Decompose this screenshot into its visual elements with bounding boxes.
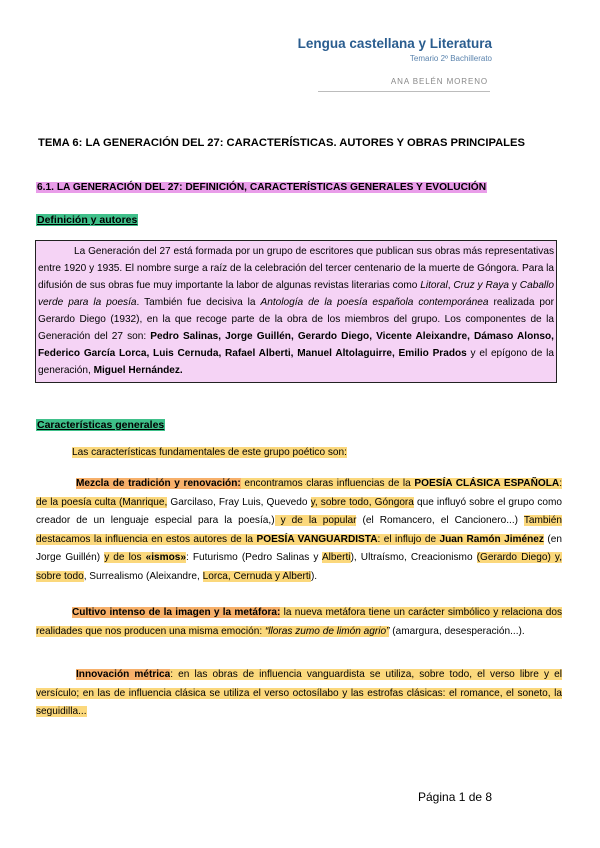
header-subtitle: Temario 2º Bachillerato xyxy=(409,54,492,63)
feature-paragraph-3 xyxy=(36,666,562,722)
feature-text: Alberti xyxy=(321,552,351,564)
epigone-name: Miguel Hernández. xyxy=(93,365,183,376)
definition-italic: Antología de la poesía española contemporánea xyxy=(260,297,489,308)
feature-text: y de los xyxy=(104,552,146,564)
definition-text: La Generación del 27 está formada por un grupo de escritores que publican sus obras más representativas entre 1920 y 1935. El nombre surge a raíz de la celebración del tercer centenario de la muerte de Góngora. Para la difusión de sus obras fue muy importante la labor de algunas revistas literarias como xyxy=(38,246,554,291)
feature-text: la nueva metáfora tiene un carácter simbólico y relaciona dos realidades que nos producen una misma emoción: xyxy=(36,607,562,637)
page-number: Página 1 de 8 xyxy=(418,790,493,804)
definition-text: . También fue decisiva la xyxy=(136,297,261,308)
feature-heading: Innovación métrica xyxy=(76,669,171,680)
section-title: 6.1. LA GENERACIÓN DEL 27: DEFINICIÓN, CARACTERÍSTICAS GENERALES Y EVOLUCIÓN xyxy=(37,182,487,193)
feature-text: y de la popular xyxy=(274,515,357,527)
feature-text: (en Jorge Guillén) xyxy=(36,533,562,564)
feature-text: (el Romancero, el Cancionero...) xyxy=(356,515,524,527)
feature-heading: Mezcla de tradición y renovación: xyxy=(76,478,241,489)
feature-text: (Gerardo Diego) y, sobre todo xyxy=(36,552,563,582)
header-divider xyxy=(318,91,490,92)
feature-text: También destacamos la influencia en estos autores de la xyxy=(36,515,562,545)
topic-title: TEMA 6: LA GENERACIÓN DEL 27: CARACTERÍSTICAS. AUTORES Y OBRAS PRINCIPALES xyxy=(38,137,525,149)
feature-quote: “lloras zumo de limón agrio” xyxy=(264,625,390,637)
feature-paragraph-2 xyxy=(36,604,562,641)
definition-heading: Definición y autores xyxy=(37,214,138,226)
feature-text: Garcilaso, Fray Luis, Quevedo xyxy=(167,496,311,508)
definition-italic: Litoral xyxy=(420,280,448,291)
definition-text: realizada por Gerardo Diego (1932), en la que recoge parte de la obra de los miembros del grupo. Los componentes de la Generación del 27 son: xyxy=(38,297,554,342)
feature-emphasis: POESÍA CLÁSICA ESPAÑOLA xyxy=(414,478,560,489)
features-intro: Las características fundamentales de este grupo poético son: xyxy=(72,447,347,458)
definition-text: y xyxy=(509,280,520,291)
author-list: Pedro Salinas, Jorge Guillén, Gerardo Diego, Vicente Aleixandre, Dámaso Alonso, Federico García Lorca, Luis Cernuda, Rafael Alberti, Manuel Altolaguirre, Emilio Prados xyxy=(38,331,554,359)
header-author: ANA BELÉN MORENO xyxy=(390,77,488,86)
definition-text: , xyxy=(447,280,454,291)
definition-italic: Cruz y Raya xyxy=(453,280,510,291)
header-title: Lengua castellana y Literatura xyxy=(297,36,492,51)
feature-text: (amargura, desesperación...). xyxy=(389,625,525,637)
feature-text: : en las obras de influencia vanguardista se utiliza, sobre todo, el verso libre y el versículo; en las de influencia clásica se utiliza el verso octosílabo y las estrofas clásicas: el romance, el soneto, la seguidilla... xyxy=(36,669,562,718)
feature-text: y, sobre todo, Góngora xyxy=(310,496,414,508)
definition-text: y el epígono de la generación, xyxy=(38,348,554,376)
feature-text: : de la poesía culta (Manrique, xyxy=(36,478,562,508)
feature-text: ), Ultraísmo, Creacionismo xyxy=(350,552,477,564)
feature-paragraph-1 xyxy=(36,475,562,587)
feature-heading: Cultivo intenso de la imagen y la metáfora: xyxy=(72,607,281,618)
feature-text: Lorca, Cernuda y Alberti xyxy=(202,570,311,582)
feature-emphasis: «ismos» xyxy=(145,552,186,564)
definition-box xyxy=(35,240,557,383)
feature-text: : Futurismo (Pedro Salinas y xyxy=(186,552,322,564)
feature-text: encontramos claras influencias de la xyxy=(240,478,415,489)
features-heading: Características generales xyxy=(37,419,165,431)
feature-text: : el influjo de xyxy=(377,533,440,545)
feature-text: que influyó sobre el grupo como creador de un lenguaje especial para la poesía,) xyxy=(36,496,563,527)
feature-text: , Surrealismo (Aleixandre, xyxy=(83,570,203,582)
feature-emphasis: Juan Ramón Jiménez xyxy=(439,533,544,545)
feature-text: ). xyxy=(310,570,318,582)
feature-emphasis: POESÍA VANGUARDISTA xyxy=(256,533,378,545)
definition-italic: Caballo verde para la poesía xyxy=(38,280,555,308)
